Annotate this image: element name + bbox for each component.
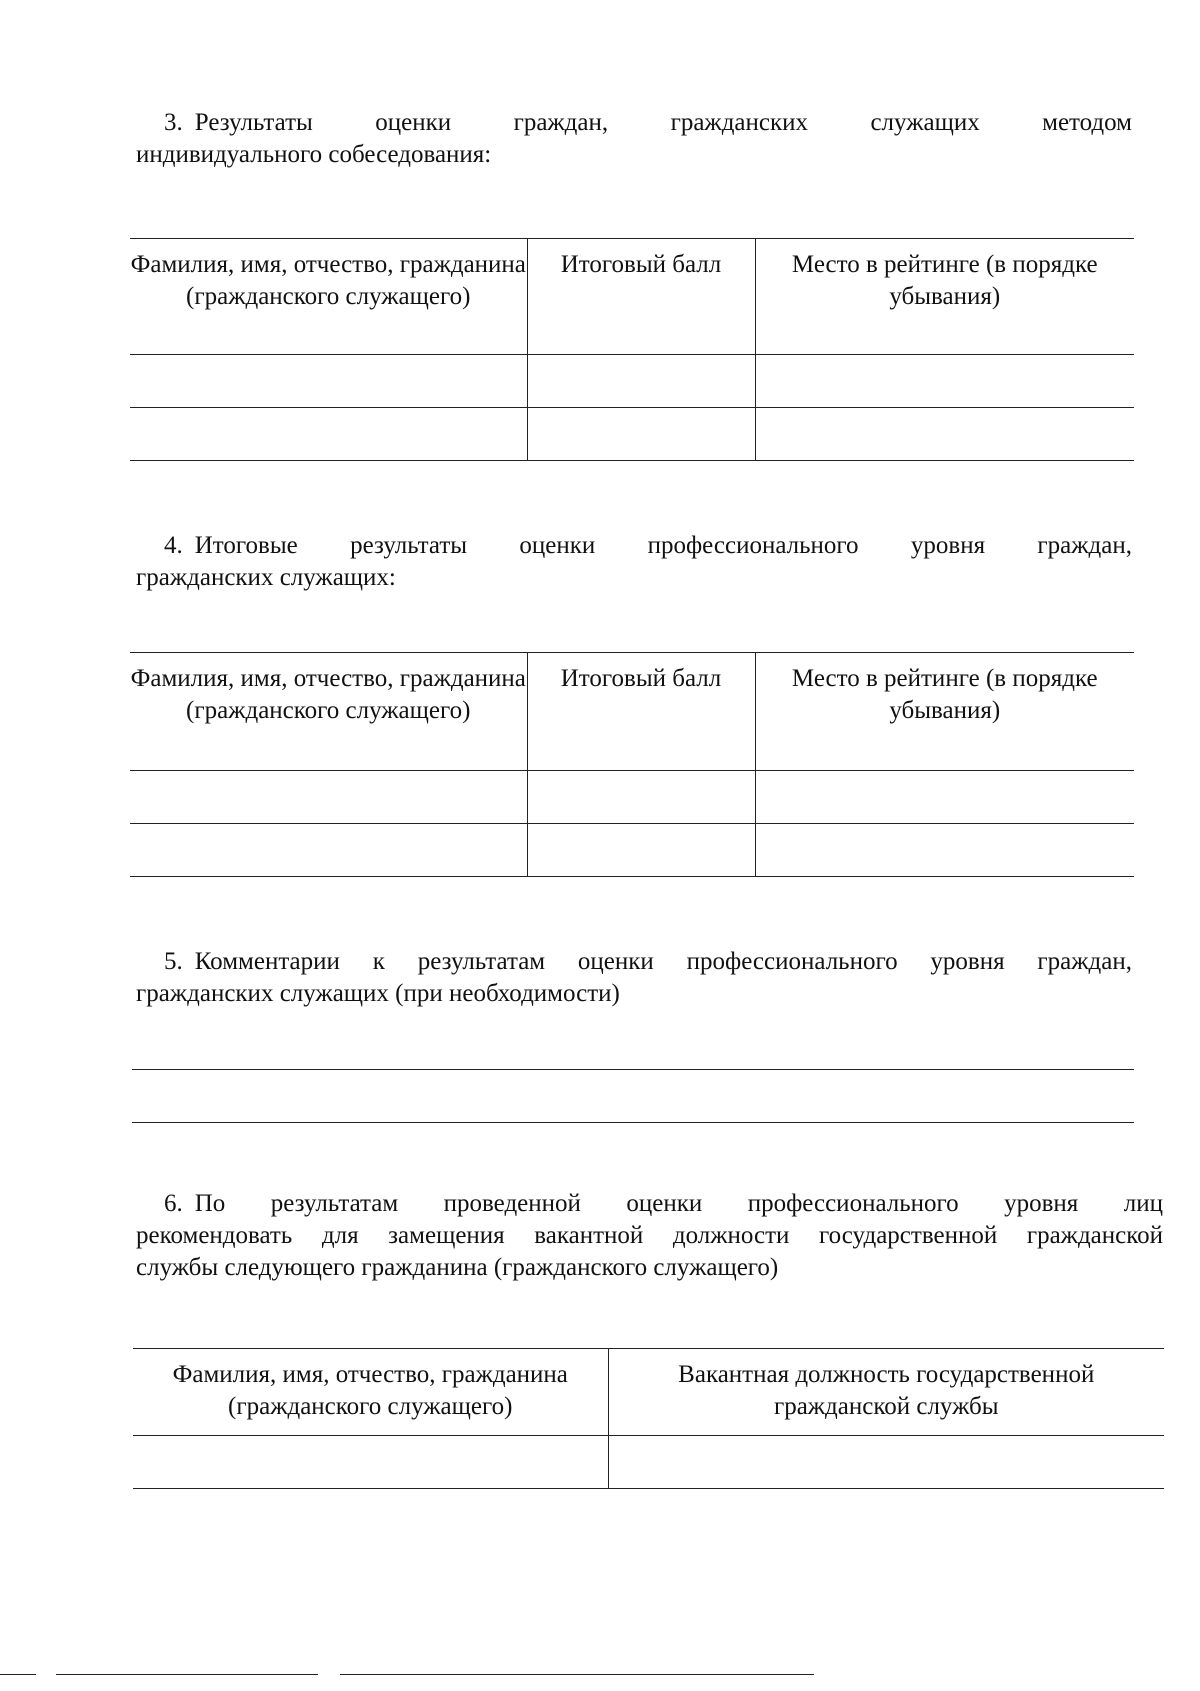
section-6-line-1: По результатам проведенной оценки профессионального уровня лиц <box>194 1190 1163 1217</box>
table-cell[interactable] <box>133 1436 608 1489</box>
table-cell[interactable] <box>130 408 527 461</box>
section-3-number: 3. <box>164 109 183 136</box>
section-6-number: 6. <box>164 1190 183 1217</box>
section-4-table <box>130 652 1134 877</box>
column-header-score: Итоговый балл <box>527 653 755 771</box>
column-header-fio: Фамилия, имя, отчество, гражданина (гражданского служащего) <box>130 653 527 771</box>
table-cell[interactable] <box>755 355 1134 408</box>
section-4-number: 4. <box>164 532 183 559</box>
table-row <box>130 824 1134 877</box>
table-row <box>130 355 1134 408</box>
column-header-rank: Место в рейтинге (в порядке убывания) <box>755 239 1134 355</box>
section-5-number: 5. <box>164 948 183 975</box>
table-cell[interactable] <box>755 824 1134 877</box>
table-cell[interactable] <box>130 771 527 824</box>
section-3-paragraph <box>136 107 1132 171</box>
section-5-paragraph <box>136 946 1132 1010</box>
section-6-line-3: службы следующего гражданина (гражданского служащего) <box>136 1254 779 1281</box>
section-6-paragraph <box>136 1188 1163 1284</box>
column-header-rank: Место в рейтинге (в порядке убывания) <box>755 653 1134 771</box>
column-header-vacancy: Вакантная должность государственной гражданской службы <box>608 1349 1164 1436</box>
table-cell[interactable] <box>527 771 755 824</box>
table-row <box>130 408 1134 461</box>
section-5-line-1: Комментарии к результатам оценки профессионального уровня граждан, <box>194 948 1132 975</box>
comment-line-1[interactable] <box>132 1069 1134 1070</box>
table-cell[interactable] <box>527 824 755 877</box>
table-cell[interactable] <box>755 771 1134 824</box>
table-cell[interactable] <box>527 355 755 408</box>
table-cell[interactable] <box>130 355 527 408</box>
section-6-table <box>133 1348 1164 1489</box>
footer-rule <box>56 1674 318 1675</box>
table-cell[interactable] <box>130 824 527 877</box>
footer-rule <box>340 1674 814 1675</box>
section-6-line-2: рекомендовать для замещения вакантной должности государственной гражданской <box>136 1222 1163 1249</box>
table-row <box>133 1436 1164 1489</box>
column-header-fio: Фамилия, имя, отчество, гражданина (гражданского служащего) <box>130 239 527 355</box>
section-3-line-2: индивидуального собеседования: <box>136 141 492 168</box>
column-header-fio: Фамилия, имя, отчество, гражданина (гражданского служащего) <box>133 1349 608 1436</box>
comment-line-2[interactable] <box>132 1122 1134 1123</box>
section-4-line-1: Итоговые результаты оценки профессионального уровня граждан, <box>194 532 1132 559</box>
table-cell[interactable] <box>527 408 755 461</box>
table-cell[interactable] <box>755 408 1134 461</box>
section-5-line-2: гражданских служащих (при необходимости) <box>136 980 620 1007</box>
section-3-table <box>130 238 1134 461</box>
table-row <box>130 771 1134 824</box>
section-4-line-2: гражданских служащих: <box>136 564 396 591</box>
section-4-paragraph <box>136 530 1132 594</box>
footer-rule <box>0 1674 36 1675</box>
table-cell[interactable] <box>608 1436 1164 1489</box>
column-header-score: Итоговый балл <box>527 239 755 355</box>
section-3-line-1: Результаты оценки граждан, гражданских служащих методом <box>194 109 1132 136</box>
